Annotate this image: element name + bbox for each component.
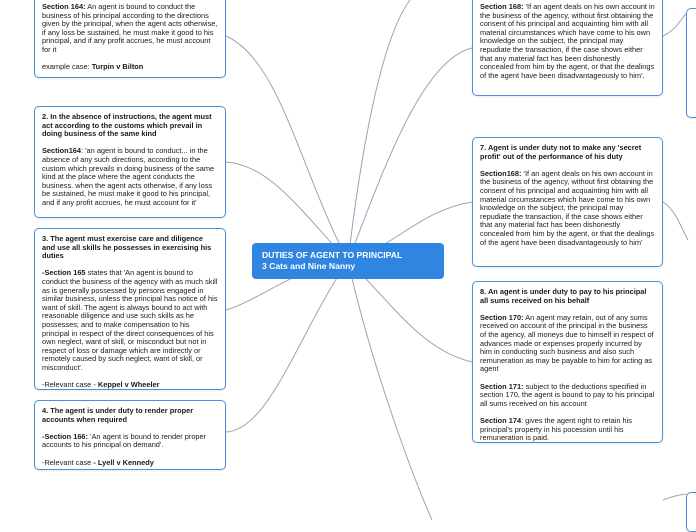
central-title: DUTIES OF AGENT TO PRINCIPAL xyxy=(262,250,403,260)
link-bottom xyxy=(348,261,432,520)
section-label: Section 168: xyxy=(480,2,524,11)
section-label: Section168: xyxy=(480,168,522,178)
card-title: 7. Agent is under duty not to make any 'secret profit' out of the performance of his duty xyxy=(480,143,642,161)
section-170-text: An agent may retain, out of any sums received on account of the principal in the business of the agency, all moneys due to himself in respect of advances made or expenses properly incurred by him in conducting such business and also such remuneration as may be payable to him for acting as agent xyxy=(480,312,654,374)
link-right-1 xyxy=(663,14,686,36)
link-right-2 xyxy=(663,202,688,240)
section-label: Section 164: xyxy=(42,2,86,11)
section-label: -Section 166: xyxy=(42,431,89,441)
card-8-pay-sums[interactable] xyxy=(472,281,663,443)
card-2-customs[interactable] xyxy=(34,106,226,218)
link-card-4 xyxy=(226,261,348,432)
central-subtitle: 3 Cats and Nine Nanny xyxy=(262,261,356,271)
section-text: 'An agent is bound to render proper accounts to his principal on demand'. xyxy=(42,431,207,450)
section-170-label: Section 170: xyxy=(480,312,524,322)
card-4-render-accounts[interactable] xyxy=(34,400,226,470)
card-title: 3. The agent must exercise care and diligence and use all skills he possesses in exercising his duties xyxy=(42,234,212,261)
case-name: Turpin v Bilton xyxy=(91,62,144,72)
section-text: states that 'An agent is bound to conduct the business of the agency with as much skill as is generally possessed by persons engaged in similar business, unless the principal has notice of his want of skill. The agent is always bound to act with reasonable diligence and use such skills as he possesses; and to make compensation to his principal in respect of the direct consequences of his own neglect, want of skill, or misconduct but not in respect of loss or damage which are indirectly or remotely caused by such neglect, want of skill, or misconduct'. xyxy=(42,268,218,372)
card-title: 2. In the absence of instructions, the agent must act according to the customs which prevail in doing business of the same kind xyxy=(42,112,212,139)
case-label: example case: xyxy=(42,62,92,72)
card-title: 4. The agent is under duty to render proper accounts when required xyxy=(42,406,194,424)
case-name: Keppel v Wheeler xyxy=(97,380,160,390)
section-171-label: Section 171: xyxy=(480,381,524,391)
card-section-164-directions[interactable] xyxy=(34,0,226,78)
link-card-1 xyxy=(226,36,348,261)
case-label: -Relevant case - xyxy=(42,380,98,390)
section-174-label: Section 174 xyxy=(480,415,522,425)
card-3-care-diligence[interactable] xyxy=(34,228,226,390)
section-text: : 'an agent is bound to conduct... in the absence of any such directions, according to the custom which prevails in doing business of the same kind at the place where the agent conducts the business. when the agent acts otherwise, if any loss be sustained, he must make it good to his principal, and if any profit accrues, he must account for it' xyxy=(42,146,215,207)
card-section-168-own-account[interactable] xyxy=(472,0,663,96)
case-label: -Relevant case xyxy=(42,457,94,467)
link-right-3 xyxy=(663,494,686,500)
offscreen-card-right-bottom[interactable] xyxy=(686,492,696,532)
link-card-5 xyxy=(348,0,410,261)
section-text: 'If an agent deals on his own account in the business of the agency, without first obtaining the consent of his principal and acquainting him with all material circumstances which have come to his own knowledge on the subject, the principal may repudiate the transaction, if the case shows either that any material fact has been dishonestly concealed from him by the agent, or that the dealings of the agent have been disadvantageously to him'. xyxy=(480,2,655,80)
section-label: Section164 xyxy=(42,146,82,156)
case-name: - Lyell v Kennedy xyxy=(93,457,154,467)
card-7-secret-profit[interactable] xyxy=(472,137,663,267)
section-label: -Section 165 xyxy=(42,268,86,278)
section-174-text: : gives the agent right to retain his principal's property in his pocession until his remuneration is paid. xyxy=(480,415,633,443)
link-card-6 xyxy=(348,48,472,261)
central-topic-node[interactable] xyxy=(252,243,444,279)
section-171-text: subject to the deductions specified in section 170, the agent is bound to pay to his principal all sums received on his account xyxy=(480,381,655,408)
offscreen-card-right-top[interactable] xyxy=(686,8,696,118)
section-text: 'If an agent deals on his own account in the business of the agency, without first obtaining the consent of his principal and acquainting him with all material circumstances which have come to his own knowledge on the subject, the principal may repudiate the transaction, if the case shows either that any material fact has been dishonestly concealed from him by the agent, or that the dealings of the agent have been disadvantageously to him' xyxy=(480,168,655,247)
section-text: An agent is bound to conduct the business of his principal according to the directions given by the principal, when the agent acts otherwise, if any loss be sustained, he must make it good to his principal, and if any profit accrues, he must account for it xyxy=(42,2,218,54)
card-title: 8. An agent is under duty to pay to his principal all sums received on his behalf xyxy=(480,287,647,305)
